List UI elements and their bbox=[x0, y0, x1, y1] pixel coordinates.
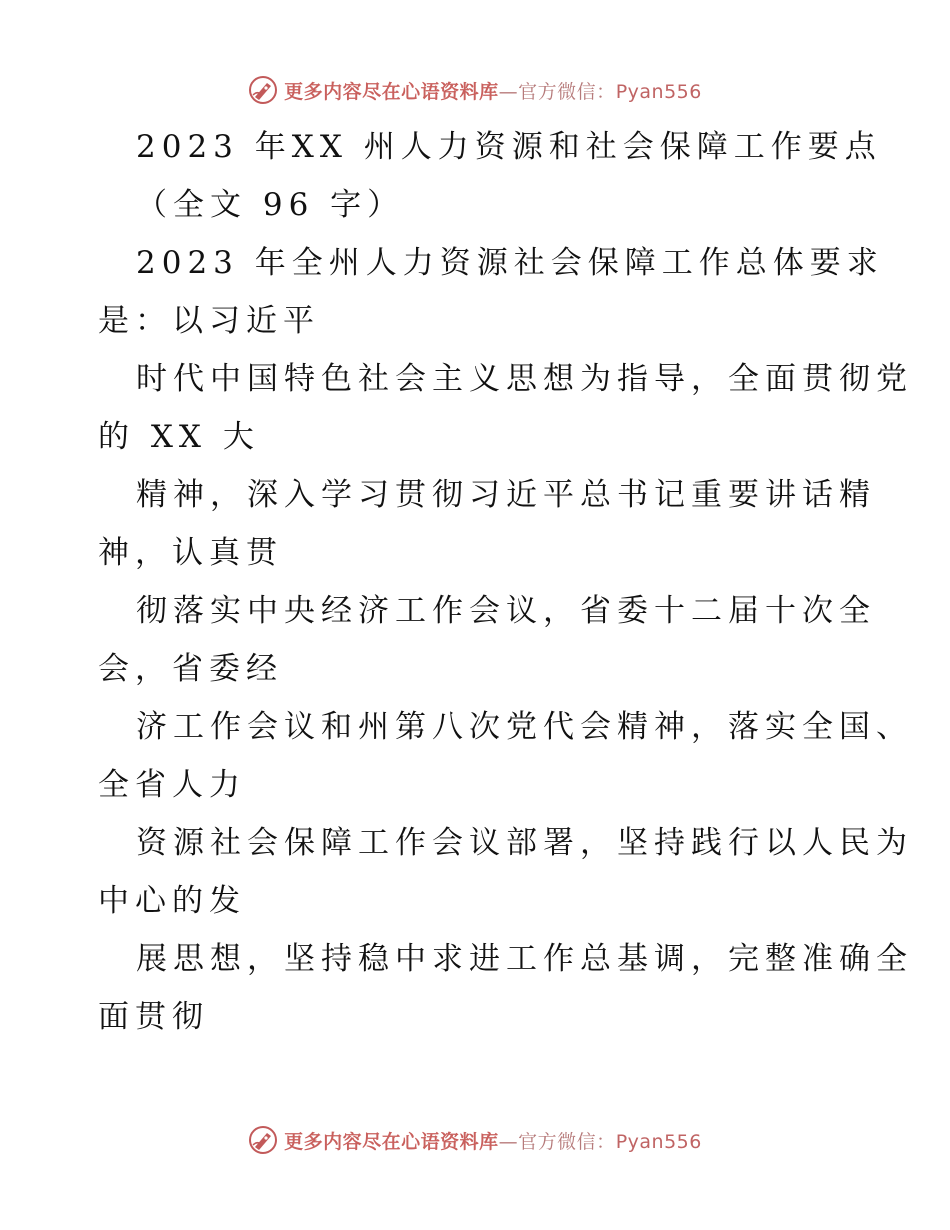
paragraph-line: 2023 年全州人力资源社会保障工作总体要求 bbox=[136, 245, 884, 281]
paragraph-line: 面贯彻 bbox=[98, 999, 209, 1035]
paragraph-line: 资源社会保障工作会议部署，坚持践行以人民为 bbox=[136, 825, 913, 861]
watermark-official: 官方微信： bbox=[518, 80, 616, 103]
watermark-wechat-id: Pyan556 bbox=[615, 1130, 702, 1153]
paragraph-line: 展思想，坚持稳中求进工作总基调，完整准确全 bbox=[136, 941, 913, 977]
watermark-banner-top bbox=[0, 70, 950, 110]
paragraph-line: 会，省委经 bbox=[98, 651, 283, 687]
document-title: 2023 年XX 州人力资源和社会保障工作要点 bbox=[136, 129, 882, 165]
watermark-banner-bottom bbox=[0, 1120, 950, 1160]
watermark-wechat-id: Pyan556 bbox=[615, 80, 702, 103]
watermark-text bbox=[284, 77, 702, 104]
paragraph-line: 时代中国特色社会主义思想为指导，全面贯彻党 bbox=[136, 361, 913, 397]
paragraph-line: 神，认真贯 bbox=[98, 535, 283, 571]
watermark-official: 官方微信： bbox=[518, 1130, 616, 1153]
watermark-dash: — bbox=[498, 80, 519, 103]
watermark-brand: 更多内容尽在心语资料库 bbox=[284, 80, 499, 103]
watermark-text bbox=[284, 1127, 702, 1154]
paragraph-line: 全省人力 bbox=[98, 767, 246, 803]
word-count: （全文 96 字） bbox=[136, 187, 405, 223]
paragraph-line: 中心的发 bbox=[98, 883, 246, 919]
watermark-brand: 更多内容尽在心语资料库 bbox=[284, 1130, 499, 1153]
paragraph-line: 彻落实中央经济工作会议，省委十二届十次全 bbox=[136, 593, 876, 629]
pen-nib-logo-icon bbox=[248, 1125, 278, 1155]
paragraph-line: 的 XX 大 bbox=[98, 419, 260, 455]
paragraph-line: 是：以习近平 bbox=[98, 303, 320, 339]
paragraph-line: 济工作会议和州第八次党代会精神，落实全国、 bbox=[136, 709, 913, 745]
pen-nib-logo-icon bbox=[248, 75, 278, 105]
watermark-dash: — bbox=[498, 1130, 519, 1153]
paragraph-line: 精神，深入学习贯彻习近平总书记重要讲话精 bbox=[136, 477, 876, 513]
